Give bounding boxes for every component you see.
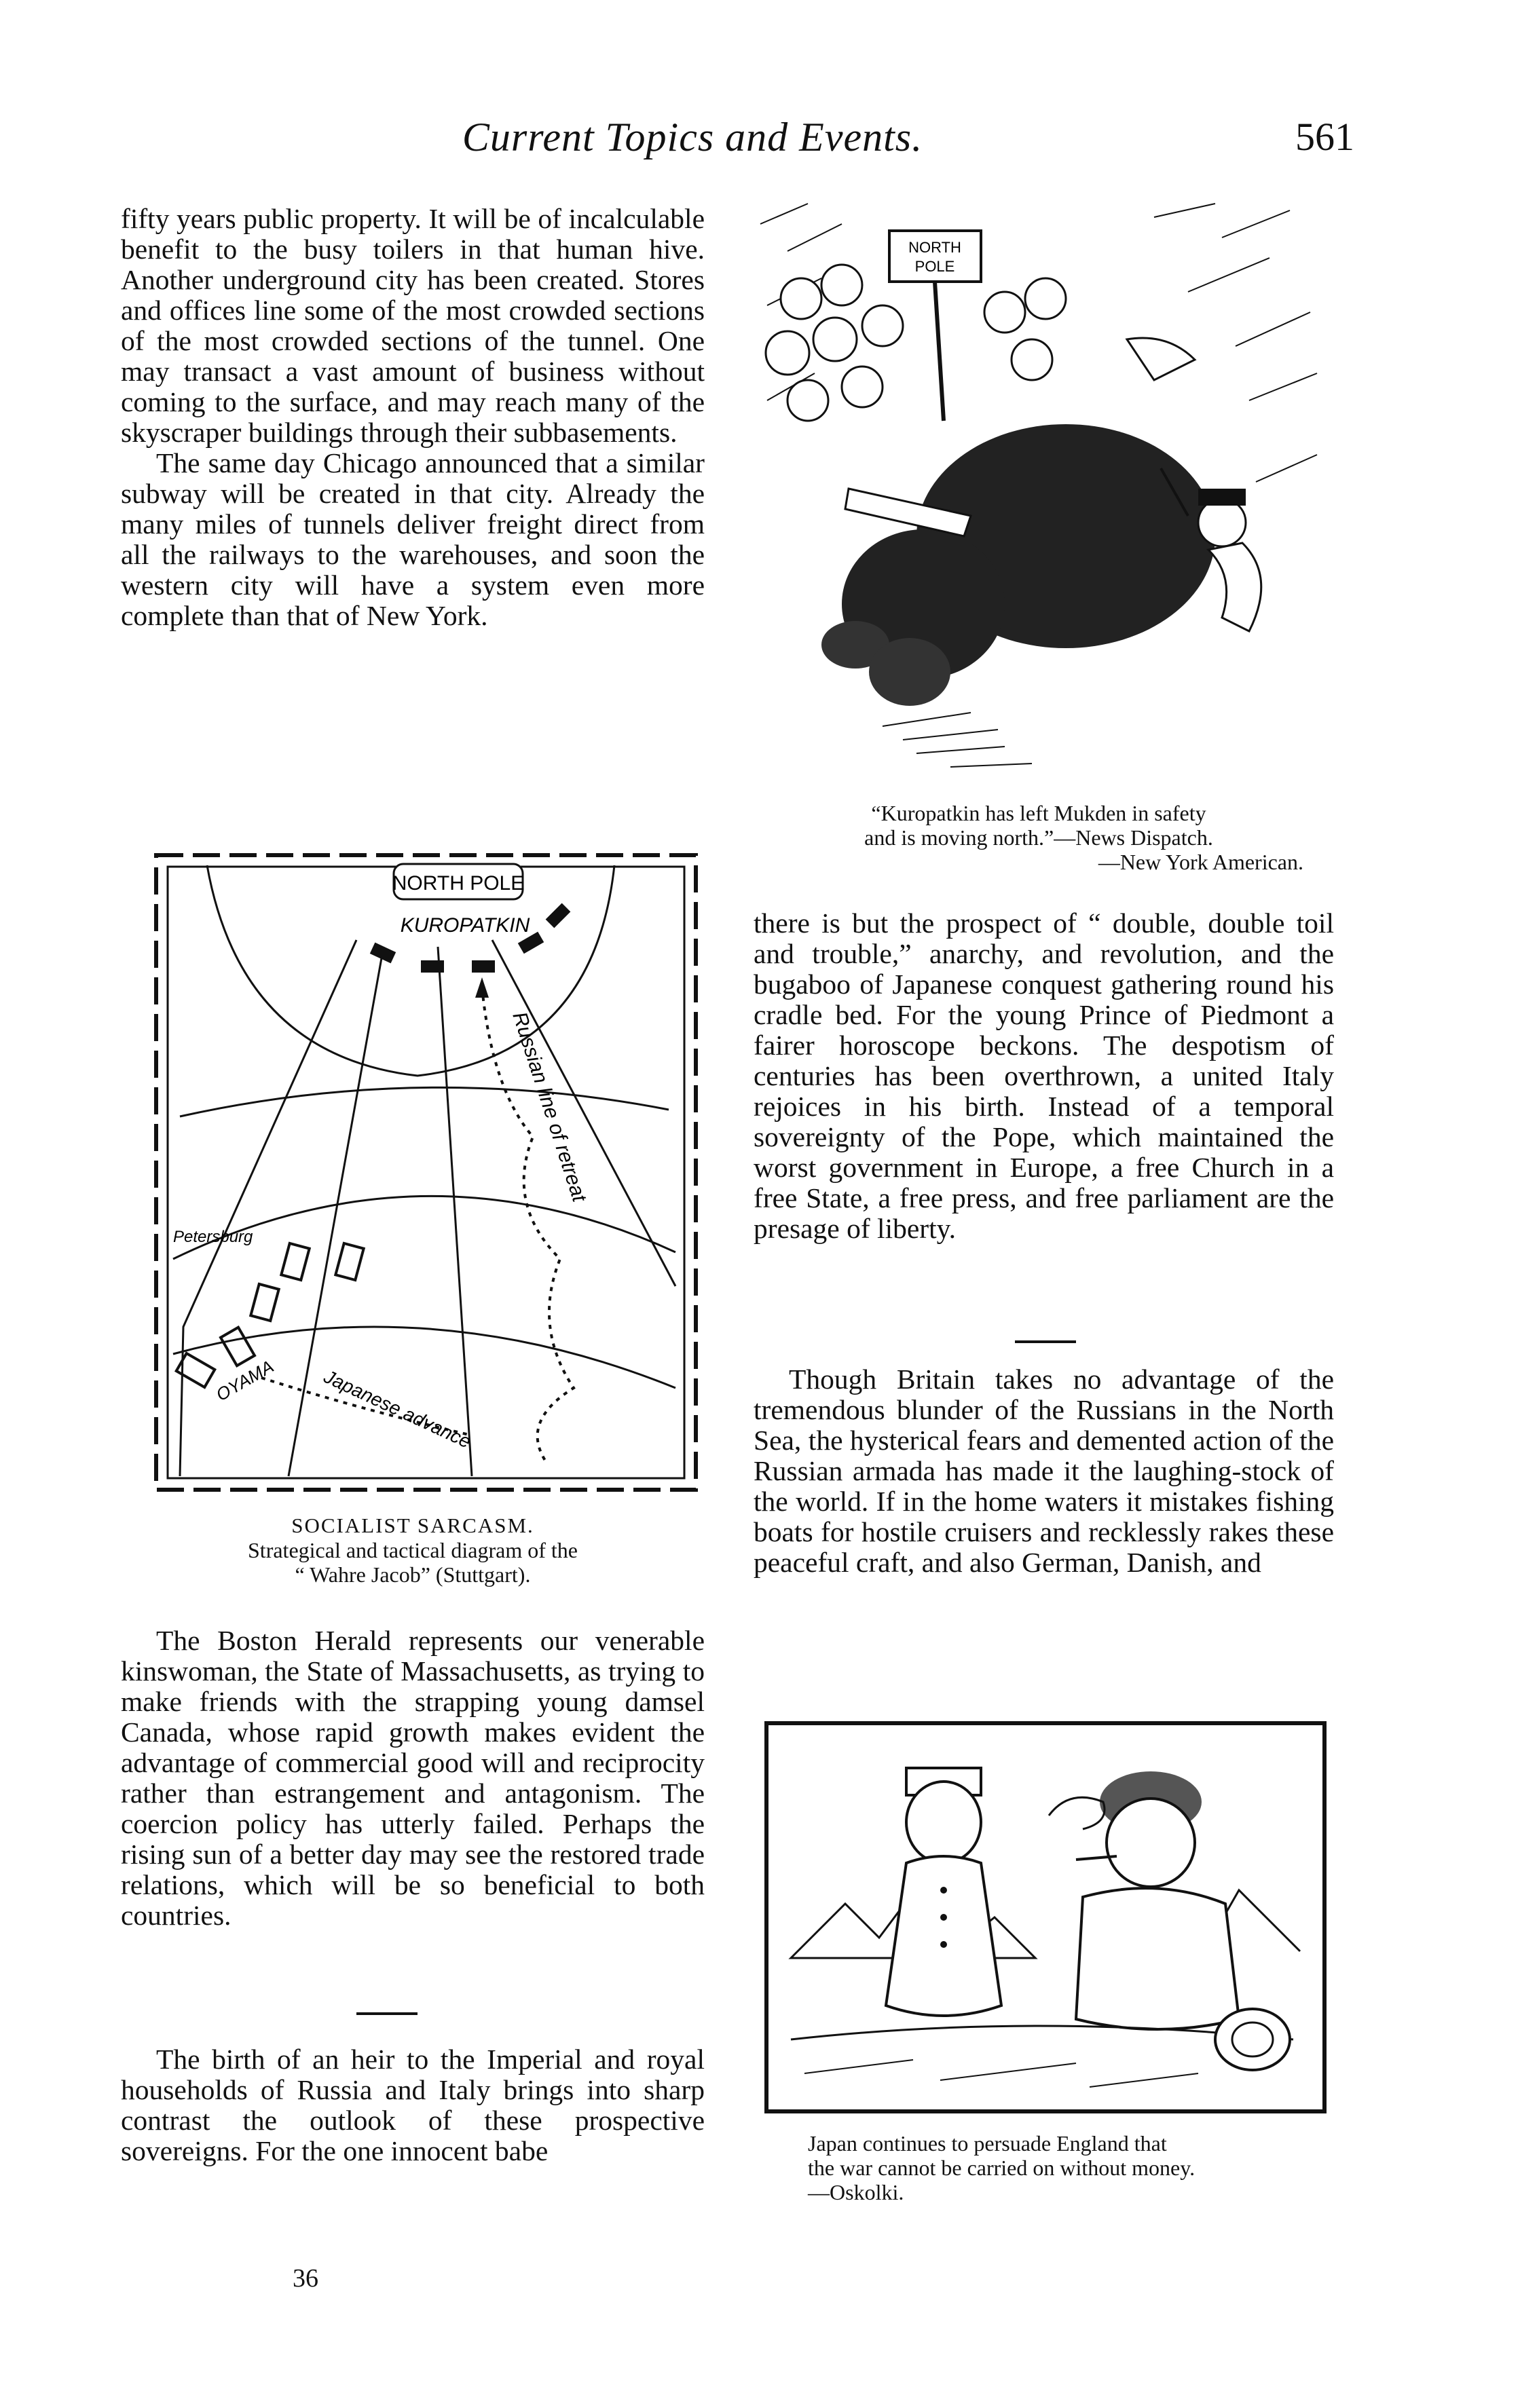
right-column-text	[754, 908, 1334, 1244]
right-column-text-second	[754, 1364, 1334, 1578]
paragraph-britain-north-sea: Though Britain takes no advantage of the tremendous blunder of the Russians in the North Sea, the hysterical fears and demented action of the Russian armada has made it the laughing-stock of the world. If in the home waters it mistakes fishing boats for hostile cruisers and recklessly rakes these peaceful craft, and also German, Danish, and	[754, 1363, 1334, 1578]
russian-retreat-label: Russian line of retreat	[508, 1009, 591, 1205]
kuropatkin-label: KUROPATKIN	[400, 914, 530, 937]
north-sign-line-2: POLE	[914, 258, 955, 275]
japanese-advance-label: Japanese advance	[320, 1366, 475, 1452]
cartoon-bear-drawing	[747, 197, 1324, 780]
russian-unit-block	[472, 960, 495, 973]
paragraph-italy-prince: there is but the prospect of “ double, double toil and trouble,” anarchy, and revolution, and the bugaboo of Japanese conquest gathering round his cradle bed. For the young Prince of Piedmont a fairer horoscope beckons. The despotism of centuries has been overthrown, a united Italy rejoices in his birth. Instead of a temporal sovereignty of the Pope, which maintained the worst government in Europe, a free Church in a free State, a free press, and free parliament are the presage of liberty.	[754, 907, 1334, 1244]
map-caption-line-2: “ Wahre Jacob” (Stuttgart).	[295, 1562, 531, 1587]
socialist-sarcasm-map	[153, 852, 699, 1493]
oyama-label: OYAMA	[212, 1355, 278, 1406]
left-column-bottom-text	[121, 2044, 705, 2166]
map-caption-line-1: Strategical and tactical diagram of the	[248, 1538, 578, 1562]
japan-caption-line-2: the war cannot be carried on without money.	[808, 2156, 1195, 2180]
bear-caption-line-2: and is moving north.”—News Dispatch.	[864, 825, 1213, 850]
paragraph-subway-benefit: fifty years public property. It will be of incalculable benefit to the busy toilers in that human hive. Another underground city has been created. Stores and offices line some of the most crowded sections of the most crowded sections of the tunnel. One may transact a vast amount of business without coming to the surface, and may reach many of the skyscraper buildings through their subbasements.	[121, 203, 705, 448]
north-pole-label: NORTH POLE	[392, 872, 525, 895]
running-head-title: Current Topics and Events.	[462, 115, 923, 159]
left-column-top-text	[121, 204, 705, 631]
paragraph-boston-herald: The Boston Herald represents our venerable kinswoman, the State of Massachusetts, as trying to make friends with the strapping young damsel Canada, whose rapid growth makes evident the advantage of commercial good will and reciprocity rather than estrangement and antagonism. The coercion policy has utterly failed. Perhaps the rising sun of a better day may see the restored trade relations, which will be so beneficial to both countries.	[121, 1625, 705, 1931]
japan-caption-line-1: Japan continues to persuade England that	[808, 2131, 1167, 2156]
section-divider	[1015, 1340, 1076, 1343]
kuropatkin-bear-cartoon	[747, 197, 1324, 780]
page-number: 561	[1295, 115, 1354, 159]
bear-caption-credit: —New York American.	[1098, 850, 1303, 874]
north-sign-line-1: NORTH	[908, 239, 961, 256]
map-drawing	[153, 852, 699, 1493]
japan-england-caption	[808, 2131, 1344, 2204]
bear-cartoon-caption	[747, 801, 1331, 874]
left-column-middle-text	[121, 1625, 705, 1931]
petersburg-label: Petersburg	[173, 1228, 253, 1246]
russian-unit-block	[421, 960, 444, 973]
cartoon-japan-england-drawing	[764, 1720, 1327, 2114]
section-divider	[356, 2012, 418, 2015]
map-caption	[121, 1513, 705, 1587]
bear-caption-line-1: “Kuropatkin has left Mukden in safety	[871, 801, 1206, 825]
paragraph-chicago-subway: The same day Chicago announced that a similar subway will be created in that city. Already the many miles of tunnels deliver freight direct from all the railways to the warehouses, and soon the western city will have a system even more complete than that of New York.	[121, 447, 705, 631]
japan-caption-credit: —Oskolki.	[808, 2180, 904, 2204]
paragraph-imperial-heir: The birth of an heir to the Imperial and royal households of Russia and Italy brings into sharp contrast the outlook of these prospective sovereigns. For the one innocent babe	[121, 2044, 705, 2166]
map-caption-title: SOCIALIST SARCASM.	[291, 1513, 534, 1537]
japan-england-cartoon	[764, 1720, 1327, 2114]
folio-signature: 36	[293, 2264, 318, 2293]
